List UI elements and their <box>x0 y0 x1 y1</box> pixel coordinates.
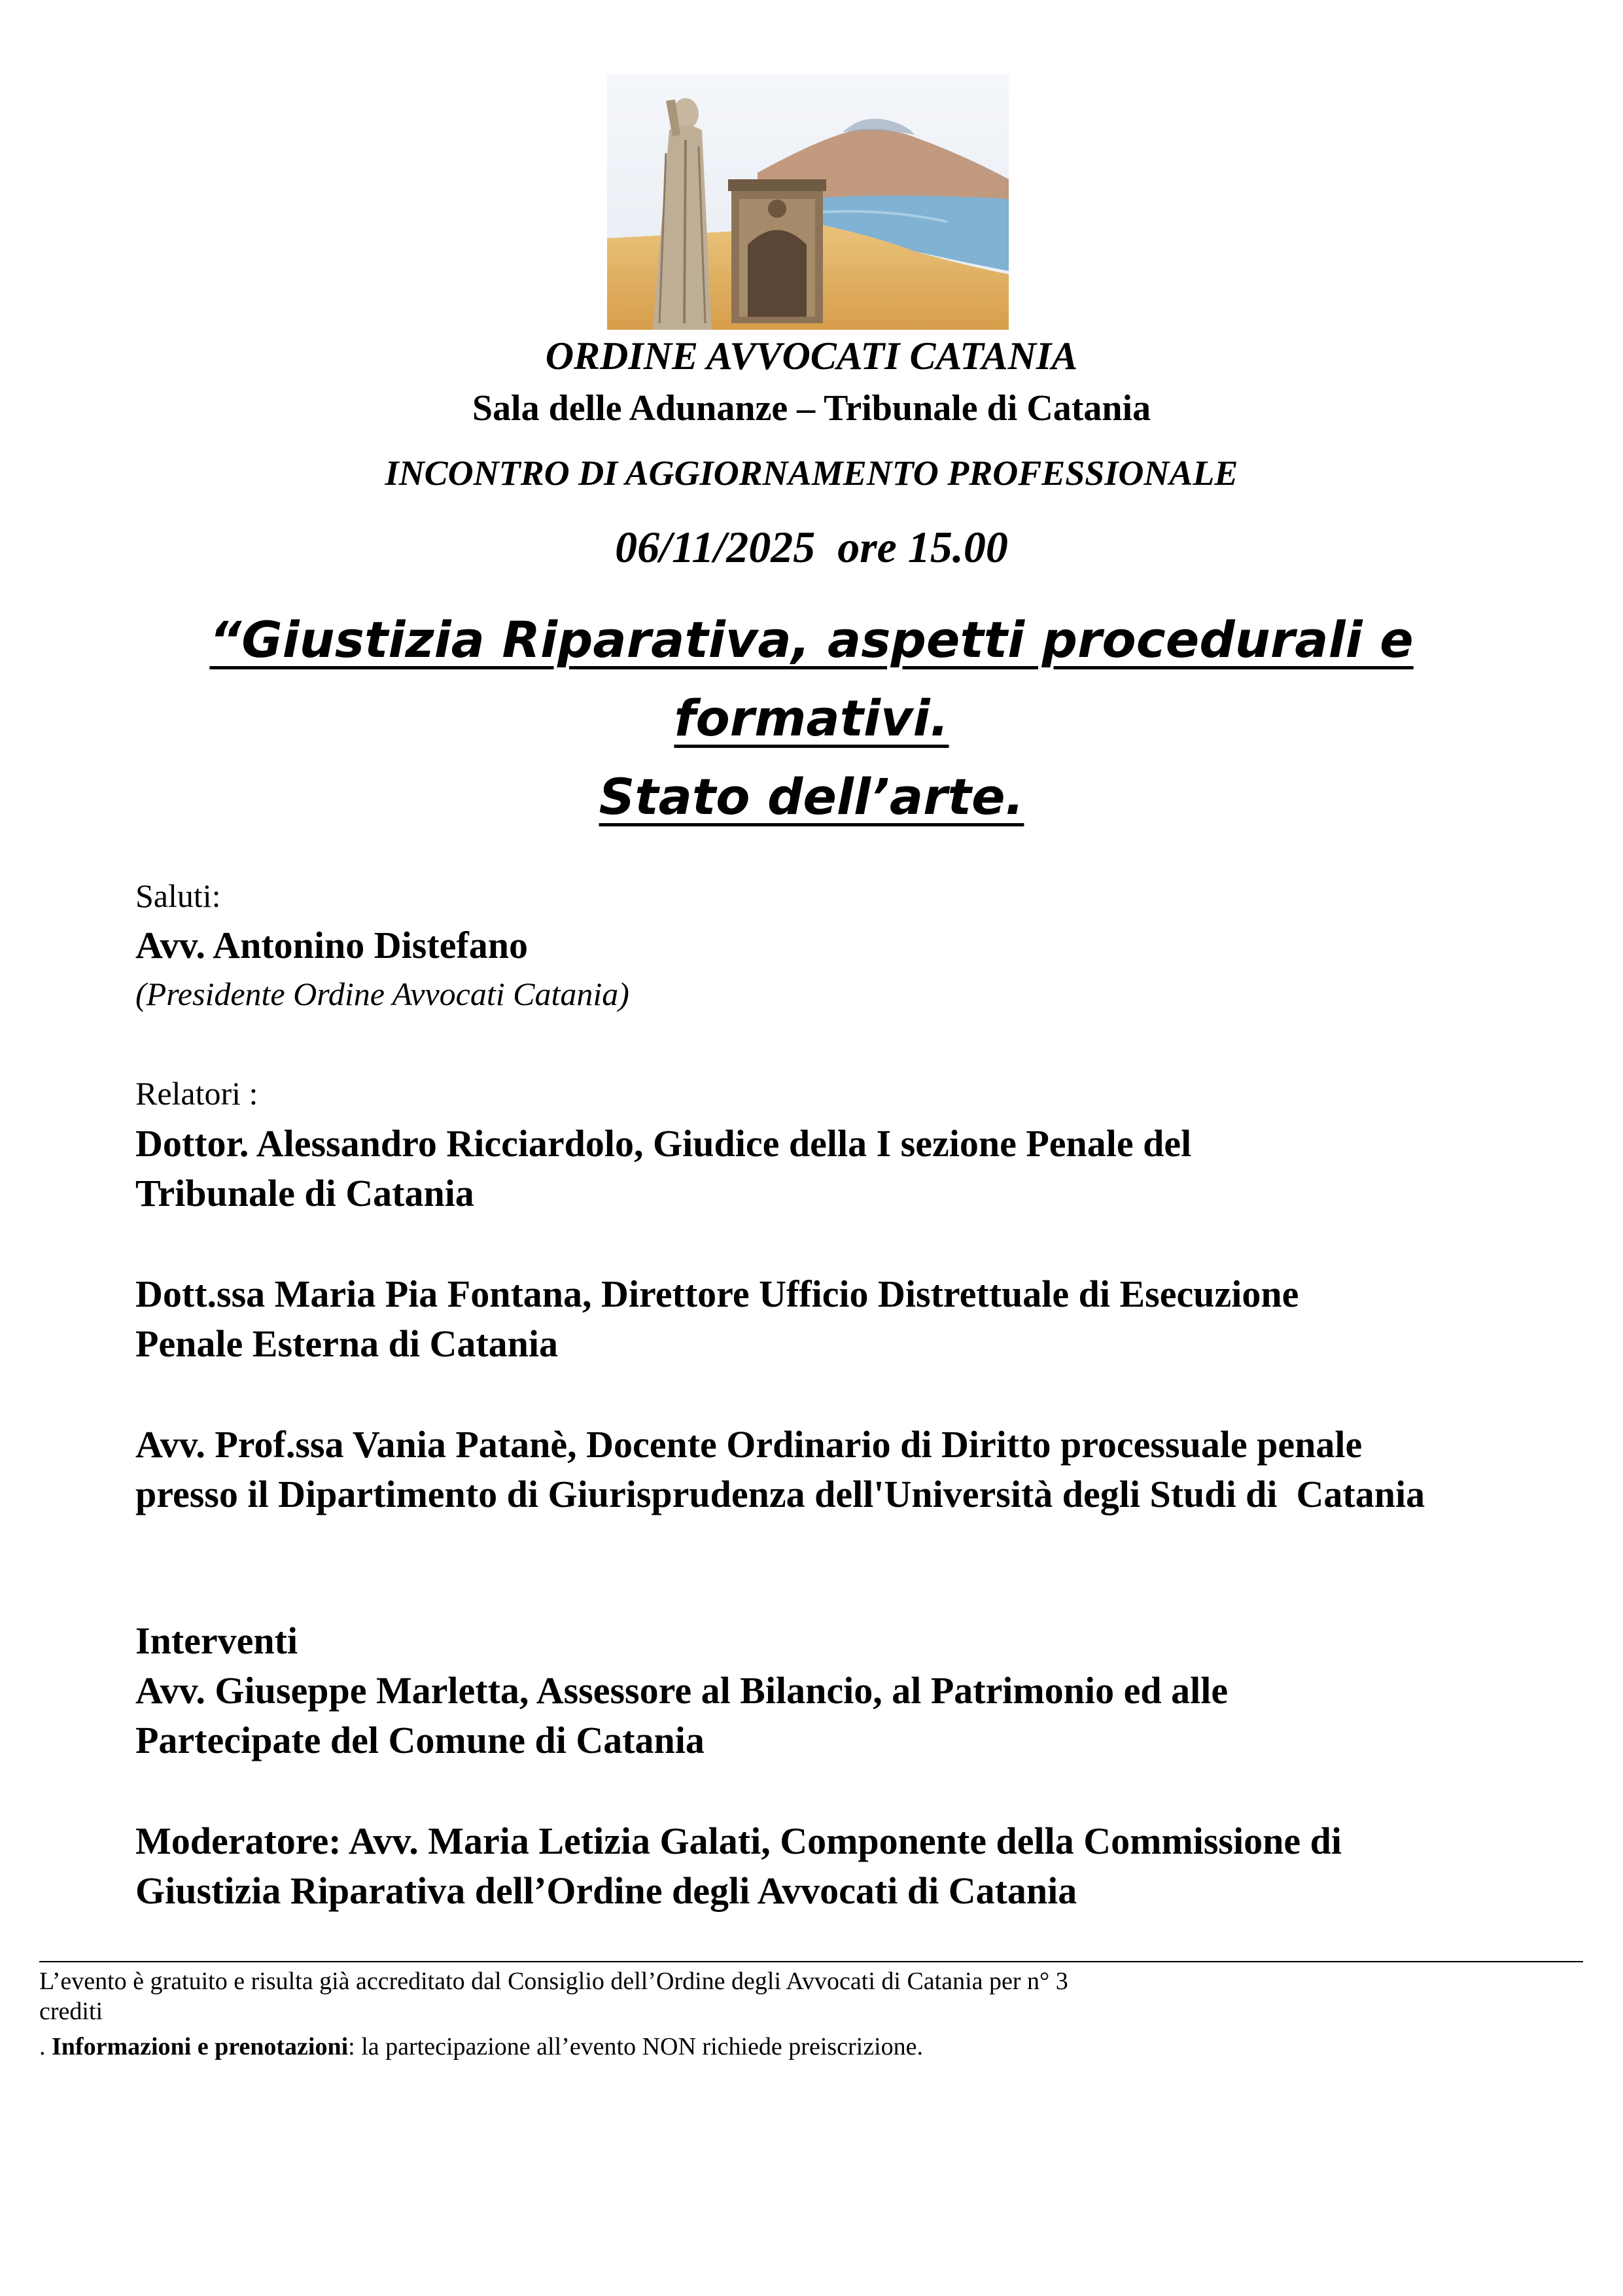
organization-name: ORDINE AVVOCATI CATANIA <box>545 334 1078 378</box>
info-note <box>39 2032 1413 2062</box>
speaker-item: Dott.ssa Maria Pia Fontana, Direttore Ufficio Distrettuale di Esecuzione Penale Esterna di Catania <box>135 1273 1299 1365</box>
event-title-line-1: “Giustizia Riparativa, aspetti procedurali e <box>209 610 1414 669</box>
speakers-label: Relatori : <box>135 1075 258 1112</box>
accreditation-note: L’evento è gratuito e risulta già accreditato dal Consiglio dell’Ordine degli Avvocati di Catania per n° 3 crediti <box>39 1968 1068 2025</box>
event-title-line-2: formativi. <box>674 689 949 747</box>
interventions-label: Interventi <box>135 1619 298 1662</box>
event-title-line-3: Stato dell’arte. <box>599 768 1024 826</box>
info-prefix: . <box>39 2033 52 2060</box>
venue: Sala delle Adunanze – Tribunale di Catania <box>472 388 1151 429</box>
greetings-speaker-role: (Presidente Ordine Avvocati Catania) <box>135 976 629 1012</box>
footer-divider <box>39 1961 1583 1962</box>
info-heading: Informazioni e prenotazioni <box>52 2033 349 2060</box>
event-type: INCONTRO DI AGGIORNAMENTO PROFESSIONALE <box>385 453 1238 493</box>
greetings-label: Saluti: <box>135 877 221 914</box>
info-text: : la partecipazione all’evento NON richiede preiscrizione. <box>348 2033 924 2060</box>
greetings-speaker-name: Avv. Antonino Distefano <box>135 924 528 966</box>
speaker-item: Dottor. Alessandro Ricciardolo, Giudice della I sezione Penale del Tribunale di Catania <box>135 1122 1192 1214</box>
bar-association-logo <box>607 75 1009 330</box>
intervention-item: Avv. Giuseppe Marletta, Assessore al Bilancio, al Patrimonio ed alle Partecipate del Comune di Catania <box>135 1669 1229 1761</box>
moderator: Moderatore: Avv. Maria Letizia Galati, Componente della Commissione di Giustizia Riparativa dell’Ordine degli Avvocati di Catania <box>135 1820 1342 1912</box>
speaker-item: Avv. Prof.ssa Vania Patanè, Docente Ordinario di Diritto processuale penale presso il Dipartimento di Giurisprudenza dell'Università degli Studi di Catania <box>135 1423 1425 1515</box>
event-date-time: 06/11/2025 ore 15.00 <box>615 522 1008 572</box>
